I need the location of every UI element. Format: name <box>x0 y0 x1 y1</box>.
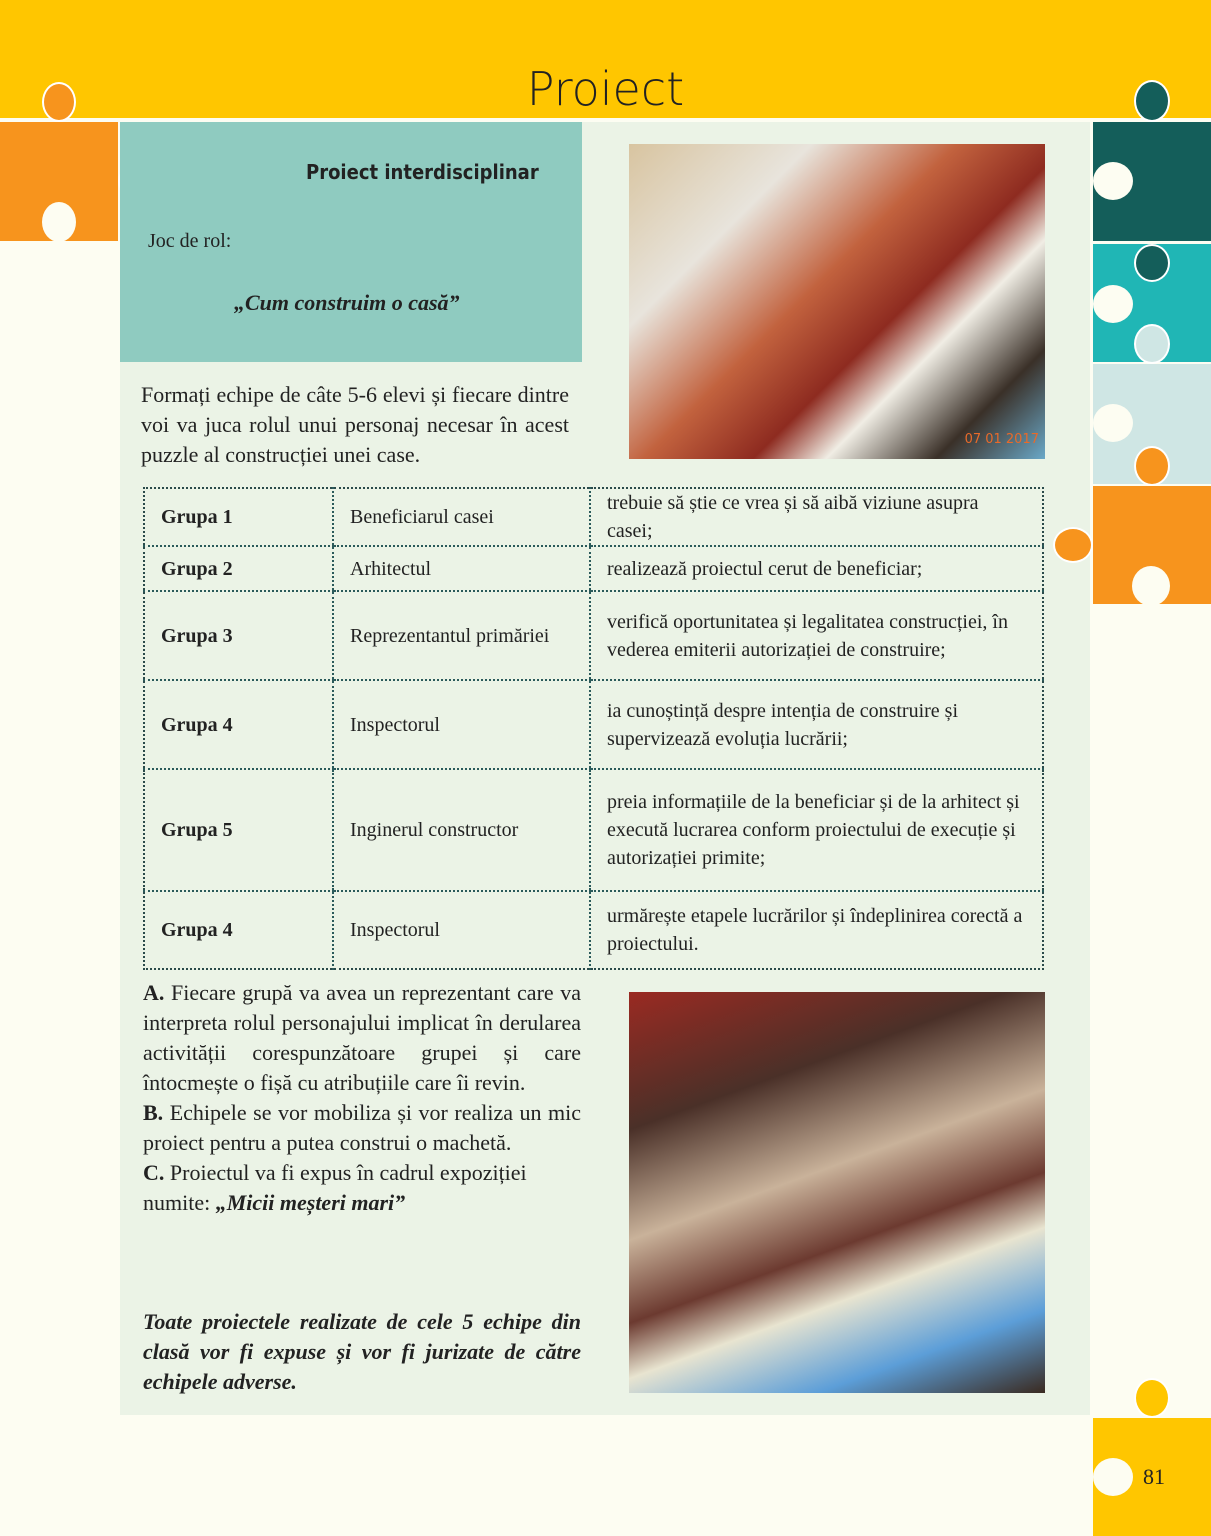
instruction-text: Proiectul va fi expus în cadrul expoziției numite: <box>143 1160 527 1215</box>
instructions <box>143 978 581 1218</box>
instruction-b <box>143 1098 581 1158</box>
role-cell: Inspectorul <box>333 680 590 769</box>
instruction-a <box>143 978 581 1098</box>
task-cell: verifică oportunitatea și legalitatea construcției, în vederea emiterii autorizației de construire; <box>590 591 1043 680</box>
role-cell: Inspectorul <box>333 891 590 969</box>
instruction-text: Echipele se vor mobiliza și vor realiza un mic proiect pentru a putea construi o machetă. <box>143 1100 581 1155</box>
task-cell: ia cunoștință despre intenția de construire și supervizează evoluția lucrării; <box>590 680 1043 769</box>
table-row <box>144 680 1043 769</box>
role-cell: Beneficiarul casei <box>333 488 590 546</box>
instruction-c <box>143 1158 581 1218</box>
role-cell: Arhitectul <box>333 546 590 591</box>
puzzle-knob <box>1134 446 1170 486</box>
puzzle-hole <box>1132 566 1170 606</box>
project-subtitle: Proiect interdisciplinar <box>306 160 539 184</box>
roles-table <box>143 487 1044 970</box>
task-cell: realizează proiectul cerut de beneficiar; <box>590 546 1043 591</box>
final-note: Toate proiectele realizate de cele 5 echipe din clasă vor fi expuse și vor fi jurizate de către echipele adverse. <box>143 1309 581 1394</box>
instruction-text: Fiecare grupă va avea un reprezentant care va interpreta rolul personajului implicat în derularea activității corespunzătoare grupei și care întocmește o fișă cu atribuțiile care îi revin. <box>143 980 581 1095</box>
letter: B. <box>143 1100 164 1125</box>
page-number: 81 <box>1143 1464 1165 1489</box>
group-cell: Grupa 2 <box>144 546 333 591</box>
group-cell: Grupa 1 <box>144 488 333 546</box>
table-row <box>144 769 1043 891</box>
table-row <box>144 891 1043 969</box>
puzzle-knob <box>1053 527 1093 563</box>
exhibition-name: „Micii meșteri mari” <box>215 1190 406 1215</box>
puzzle-hole <box>1093 404 1133 442</box>
house-model-photo-2 <box>629 992 1045 1393</box>
task-cell: urmărește etapele lucrărilor și îndeplinirea corectă a proiectului. <box>590 891 1043 969</box>
group-cell: Grupa 3 <box>144 591 333 680</box>
task-cell: trebuie să știe ce vrea și să aibă viziune asupra casei; <box>590 488 1043 546</box>
task-cell: preia informațiile de la beneficiar și de la arhitect și execută lucrarea conform proiectului de execuție și autorizației primite; <box>590 769 1043 891</box>
role-play-label: Joc de rol: <box>148 230 232 252</box>
intro-text: Formați echipe de câte 5-6 elevi și fiecare dintre voi va juca rolul unui personaj necesar în acest puzzle al construcției unei case. <box>141 382 569 467</box>
table-row <box>144 546 1043 591</box>
page-title: Proiect <box>526 62 685 116</box>
puzzle-hole <box>1093 285 1133 323</box>
group-cell: Grupa 4 <box>144 680 333 769</box>
puzzle-knob <box>42 82 76 122</box>
letter: A. <box>143 980 165 1005</box>
letter: C. <box>143 1160 165 1185</box>
date-stamp: 07 01 2017 <box>964 432 1039 447</box>
role-play-title: „Cum construim o casă” <box>234 290 460 315</box>
group-cell: Grupa 4 <box>161 919 233 941</box>
puzzle-knob <box>1134 324 1170 364</box>
table-row <box>144 488 1043 546</box>
role-cell: Reprezentantul primăriei <box>333 591 590 680</box>
table-row <box>144 591 1043 680</box>
puzzle-knob <box>1134 244 1170 282</box>
group-cell: Grupa 5 <box>144 769 333 891</box>
puzzle-hole <box>1093 1458 1133 1496</box>
role-cell: Inginerul constructor <box>333 769 590 891</box>
puzzle-hole <box>42 202 76 242</box>
puzzle-knob <box>1134 1378 1170 1418</box>
house-model-photo-1 <box>629 144 1045 459</box>
puzzle-knob <box>1134 80 1170 122</box>
puzzle-hole <box>1093 162 1133 200</box>
